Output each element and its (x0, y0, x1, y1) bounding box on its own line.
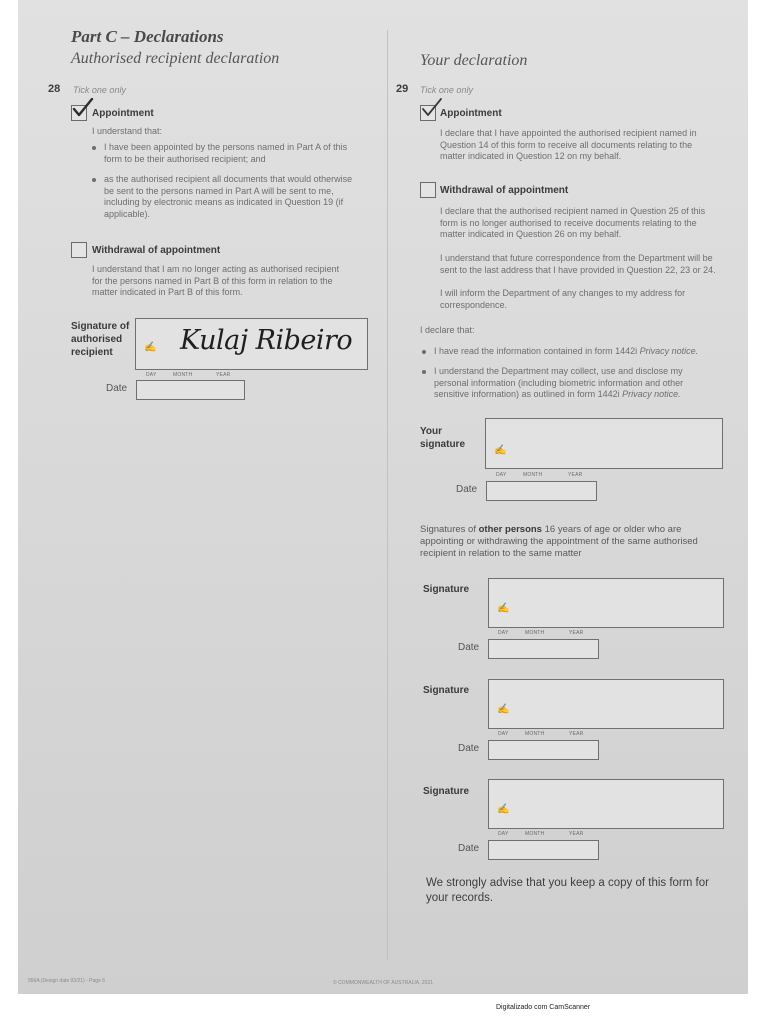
pen-icon: ✍ (144, 342, 157, 353)
other3-month-label: MONTH (525, 831, 545, 837)
q28-date-field[interactable] (136, 380, 245, 400)
part-title: Part C – Declarations (71, 27, 224, 46)
authorised-recipient-signature-label: Signature of authorised recipient (71, 321, 130, 358)
other-persons-intro: Signatures of other persons 16 years of age or older who are appointing or withdrawing the appointment of the same authorised recipient in relation to the same matter (420, 524, 698, 559)
q28-tick-note: Tick one only (73, 85, 126, 95)
other-signature-1-label: Signature (423, 584, 470, 595)
other-signature-3-label: Signature (423, 786, 470, 797)
right-subtitle: Your declaration (420, 52, 528, 69)
other3-day-label: DAY (498, 831, 509, 837)
pen-icon: ✍ (497, 704, 510, 715)
q29-withdrawal-text-2: I understand that future correspondence from the Department will be sent to the last address that I have provided in Question 22, 23 or 24. (440, 253, 716, 275)
q29-year-label: YEAR (568, 472, 583, 478)
other-signature-1-box[interactable] (488, 578, 724, 628)
q28-month-label: MONTH (173, 372, 193, 378)
other1-day-label: DAY (498, 630, 509, 636)
other2-date-field[interactable] (488, 740, 599, 760)
other2-day-label: DAY (498, 731, 509, 737)
pen-icon: ✍ (494, 445, 507, 456)
other1-year-label: YEAR (569, 630, 584, 636)
q29-withdrawal-checkbox[interactable] (420, 182, 436, 198)
q29-withdrawal-text-1: I declare that the authorised recipient named in Question 25 of this form is no longer authorised to receive documents relating to the matter indicated in Question 26 on my behalf. (440, 206, 706, 240)
q28-intro: I understand that: (92, 126, 163, 136)
q29-date-label: Date (456, 484, 478, 495)
other1-date-label: Date (458, 642, 480, 653)
pen-icon: ✍ (497, 804, 510, 815)
other2-date-label: Date (458, 743, 480, 754)
q29-withdrawal-text-3: I will inform the Department of any changes to my address for correspondence. (440, 288, 686, 310)
other3-year-label: YEAR (569, 831, 584, 837)
left-subtitle: Authorised recipient declaration (71, 50, 280, 67)
column-divider (387, 30, 388, 960)
keep-copy-advice: We strongly advise that you keep a copy of this form for your records. (426, 877, 709, 904)
q28-bullet-2: as the authorised recipient all documents that would otherwise be sent to the persons named in Part A will be sent to me, including by electronic means as indicated in Question 19 (if applicable). (104, 174, 374, 220)
other-signature-2-label: Signature (423, 685, 470, 696)
question-28-number: 28 (48, 83, 61, 95)
q28-withdrawal-label: Withdrawal of appointment (92, 245, 221, 256)
question-29-number: 29 (396, 83, 409, 95)
q29-appointment-label: Appointment (440, 108, 502, 119)
other1-date-field[interactable] (488, 639, 599, 659)
declare-intro: I declare that: (420, 325, 475, 335)
q29-day-label: DAY (496, 472, 507, 478)
decl-bullet-2: I understand the Department may collect, use and disclose my personal information (including biometric information and other sensitive information) as outlined in form 1442i Privacy notice. (434, 366, 734, 401)
q29-month-label: MONTH (523, 472, 543, 478)
q28-bullet-1: I have been appointed by the persons named in Part A of this form to be their authorised recipient; and (104, 142, 374, 165)
q29-tick-note: Tick one only (420, 85, 473, 95)
other-signature-2-box[interactable] (488, 679, 724, 729)
authorised-recipient-signature-box[interactable] (135, 318, 368, 370)
other3-date-label: Date (458, 843, 480, 854)
q28-day-label: DAY (146, 372, 157, 378)
scanner-watermark: Digitalizado com CamScanner (496, 1004, 591, 1011)
q29-appointment-checkbox[interactable] (420, 105, 436, 121)
footer-copyright: © COMMONWEALTH OF AUSTRALIA, 2021 (333, 980, 433, 986)
checkmark-icon (72, 98, 94, 118)
other1-month-label: MONTH (525, 630, 545, 636)
q28-withdrawal-checkbox[interactable] (71, 242, 87, 258)
form-page (18, 0, 748, 994)
q29-appointment-text: I declare that I have appointed the authorised recipient named in Question 14 of this form to receive all documents relating to the matter indicated in Question 12 on my behalf. (440, 128, 697, 162)
q28-year-label: YEAR (216, 372, 231, 378)
handwritten-signature: Kulaj Ribeiro (180, 325, 353, 356)
q28-appointment-label: Appointment (92, 108, 154, 119)
other3-date-field[interactable] (488, 840, 599, 860)
q29-date-field[interactable] (486, 481, 597, 501)
other2-year-label: YEAR (569, 731, 584, 737)
q28-appointment-checkbox[interactable] (71, 105, 87, 121)
your-signature-label: Your signature (420, 426, 466, 450)
q28-date-label: Date (106, 383, 128, 394)
q29-withdrawal-label: Withdrawal of appointment (440, 185, 569, 196)
pen-icon: ✍ (497, 603, 510, 614)
other2-month-label: MONTH (525, 731, 545, 737)
footer-form-id: 956A (Design date 03/21) - Page 6 (28, 978, 105, 984)
decl-bullet-1: I have read the information contained in form 1442i Privacy notice. (434, 346, 734, 358)
other-signature-3-box[interactable] (488, 779, 724, 829)
q28-withdrawal-text: I understand that I am no longer acting as authorised recipient for the persons named in Part B of this form in relation to the matter indicated in Part B of this form. (92, 264, 340, 298)
your-signature-box[interactable] (485, 418, 723, 469)
